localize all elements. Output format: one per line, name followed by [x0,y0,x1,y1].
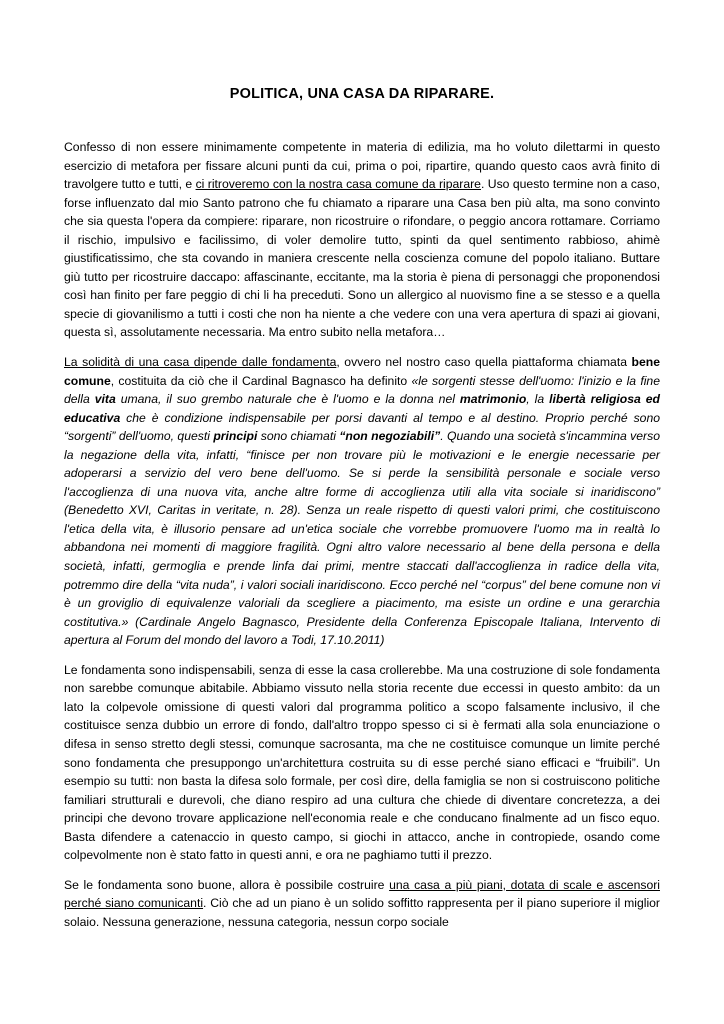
paragraph-4-underlined-phrase: una casa a più piani, dotata di scale e ascensori perché siano comunicanti [64,877,660,911]
paragraph-2-underlined-phrase: La solidità di una casa dipende dalle fondamenta [64,355,337,370]
quote-bold-vita: vita [94,392,116,407]
quote-part-6: . Quando una società s'incammina verso la negazione della vita, infatti, “finisce per non trovare più le motivazioni e le energie necessarie per adoperarsi a servizio del vero bene dell'uomo. Se si perde la sensibilità personale e sociale verso l'accoglienza di una nuova vita, anche altre forme di accoglienza utili alla vita sociale si inaridiscono” (Benedetto XVI, Caritas in veritate, n. 28). Senza un reale rispetto di questi valori primi, che costituiscono l'etica della vita, è illusorio pensare ad un'etica sociale che vorrebbe promuovere l'uomo ma in realtà lo abbandona nei momenti di maggiore fragilità. Ogni altro valore necessario al bene della persona e della società, infatti, germoglia e prende linfa dai primi, mentre staccati dall'accoglienza in radice della vita, potremmo dire della “vita nuda”, i valori sociali inaridiscono. Ecco perché nel “corpus” del bene comune non vi è un groviglio di equivalenze valoriali da scegliere a piacimento, ma esiste un ordine e una gerarchia costitutiva.» (Cardinale Angelo Bagnasco, Presidente della Conferenza Episcopale Italiana, Intervento di apertura al Forum del mondo del lavoro a Todi, 17.10.2011) [64,429,660,648]
paragraph-2 [64,353,660,650]
bagnasco-quote [64,374,660,648]
paragraph-1-text-b: . Uso questo termine non a caso, forse influenzato dal mio Santo patrono che fu chiamato a riparare una Casa ben più alta, ma sono convinto che sia questa l'opera da compiere: riparare, non ricostruire o rifondare, o peggio ancora rottamare. Corriamo il rischio, impulsivo e facilissimo, di voler demolire tutto, spinti da quel sentimento rabbioso, ahimè giustificatissimo, che sta covando in maniera crescente nella coscienza comune del popolo italiano. Buttare giù tutto per ricostruire daccapo: affascinante, eccitante, ma la storia è piena di personaggi che proponendosi così han finito per fare peggio di chi li ha preceduti. Sono un allergico al nuovismo fine a se stesso e a quella specie di giovanilismo a tutti i costi che non ha niente a che vedere con una vera apertura di spazi ai giovani, questa sì, assolutamente necessaria. Ma entro subito nella metafora… [64,177,660,340]
quote-bold-principi: principi [213,429,258,444]
paragraph-4-text-b: . Ciò che ad un piano è un solido soffitto rappresenta per il piano superiore il miglior solaio. Nessuna generazione, nessuna categoria, nessun corpo sociale [64,896,660,929]
quote-bold-non-negoziabili: “non negoziabili” [339,429,441,444]
page-title: POLITICA, UNA CASA DA RIPARARE. [229,86,495,102]
paragraph-3: Le fondamenta sono indispensabili, senza di esse la casa crollerebbe. Ma una costruzione di sole fondamenta non sarebbe comunque abitabile. Abbiamo vissuto nella storia recente due eccessi in questo ambito: da un lato la colpevole omissione di questi valori dal programma politico a scopo falsamente inclusivo, il che costituisce senza dubbio un errore di fondo, dall'altro troppo spesso ci si è fermati alla sola enunciazione o difesa in senso stretto degli stessi, comunque sacrosanta, ma che ne costituisce comunque un limite perché sono fondamenta che presuppongo un'architettura costruita su di esse perché siano efficaci e “fruibili”. Un esempio su tutti: non basta la difesa solo formale, per così dire, della famiglia se non si costruiscono politiche familiari strutturali e durevoli, che diano respiro ad una cultura che chiede di diventare concretezza, a dei principi che devono trovare applicazione nell'economia reale e che conducano finalmente ad un fisco equo. Basta difendere a catenaccio in questo campo, si giochi in attacco, anche in contropiede, osando come colpevolmente non è stato fatto in questi anni, e ora ne paghiamo tutti il prezzo. [64,662,660,863]
quote-bold-liberta: libertà religiosa ed educativa [64,392,660,425]
quote-part-1: «le sorgenti stesse dell'uomo: l'inizio e la fine della [64,373,660,407]
quote-part-4: che è condizione indispensabile per porsi davanti al tempo e al destino. Proprio perché sono “sorgenti” dell'uomo, questi [64,410,660,444]
quote-part-2: umana, il suo grembo naturale che è l'uomo e la donna nel [115,392,460,407]
paragraph-1-underlined-phrase: ci ritroveremo con la nostra casa comune da riparare [195,177,481,192]
paragraph-2-text-a: , ovvero nel nostro caso quella piattaforma chiamata [336,355,632,370]
quote-part-3: , la [526,392,550,407]
quote-bold-matrimonio: matrimonio [459,392,527,407]
paragraph-1-text-a: Confesso di non essere minimamente competente in materia di edilizia, ma ho voluto dilettarmi in questo esercizio di metafora per fissare alcuni punti da cui, prima o poi, ripartire, quando questo caos avrà finito di travolgere tutto e tutti, e [64,140,660,192]
paragraph-1 [64,138,660,342]
paragraph-4-text-a: Se le fondamenta sono buone, allora è possibile costruire [64,877,390,892]
quote-part-5: sono chiamati [257,429,340,444]
paragraph-4 [64,876,660,932]
paragraph-2-text-b: , costituita da ciò che il Cardinal Bagnasco ha definito [110,373,412,388]
paragraph-2-bold-bene-comune: bene comune [64,355,660,388]
